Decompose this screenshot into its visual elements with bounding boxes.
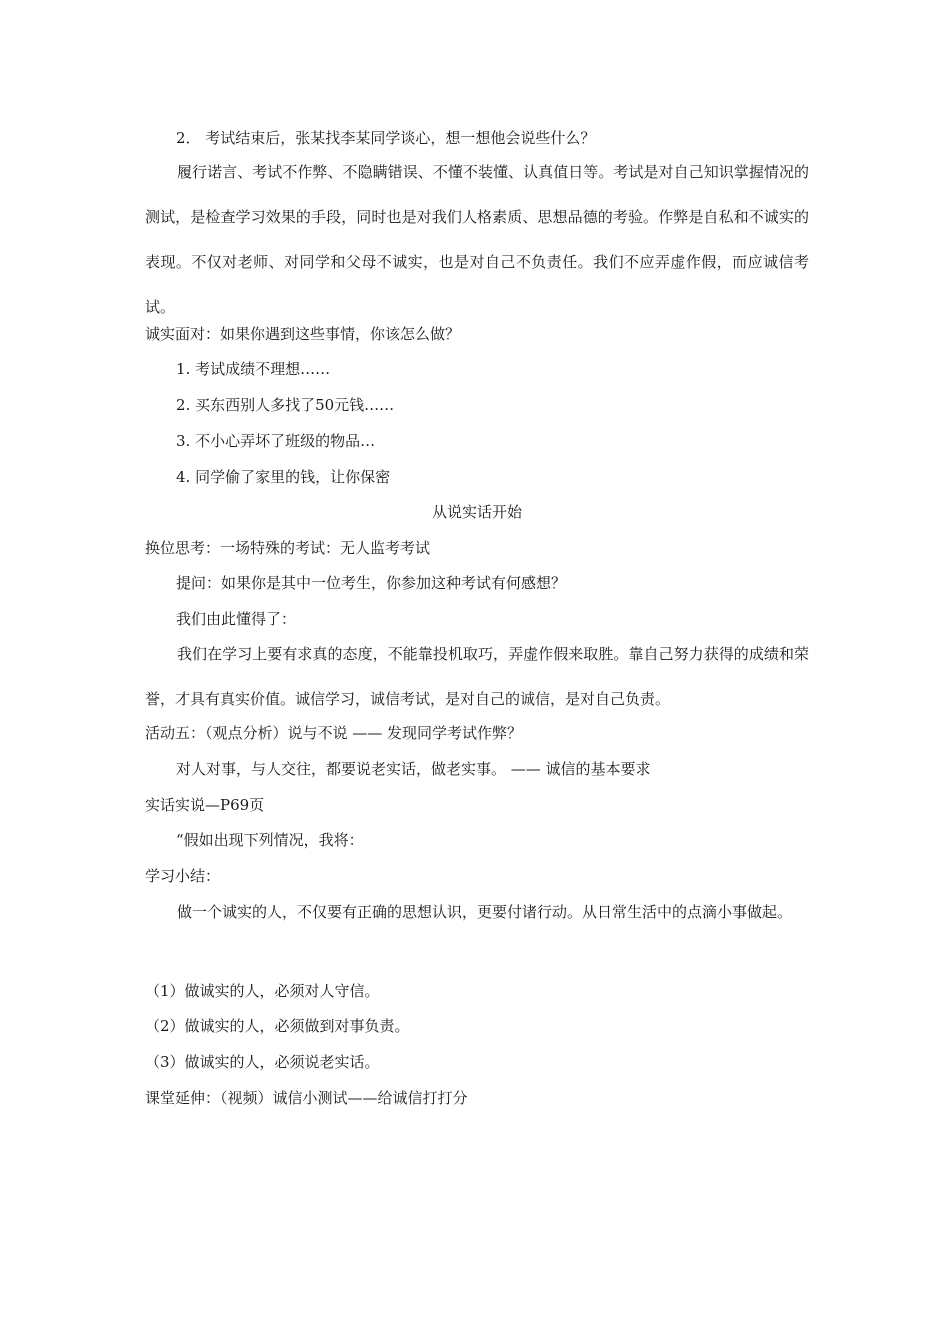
- section-title: 从说实话开始: [431, 503, 522, 521]
- question-text: 提问：如果你是其中一位考生，你参加这种考试有何感想？: [176, 574, 567, 592]
- list-item: 3. 不小心弄坏了班级的物品…: [176, 432, 376, 450]
- paragraph-summary: 做一个诚实的人，不仅要有正确的思想认识，更要付诸行动。从日常生活中的点滴小事做起。: [177, 903, 793, 921]
- page-reference: 实话实说—P69页: [145, 796, 265, 814]
- class-extension: 课堂延伸：（视频）诚信小测试——给诚信打打分: [145, 1089, 468, 1107]
- list-item: 2. 买东西别人多找了50元钱……: [176, 396, 395, 414]
- summary-item: （1）做诚实的人，必须对人守信。: [145, 982, 380, 1000]
- paragraph-exam-integrity: 履行诺言、考试不作弊、不隐瞒错误、不懂不装懂、认真值日等。考试是对自己知识掌握情况的测试，是检查学习效果的手段，同时也是对我们人格素质、思想品德的考验。作弊是自私和不诚实的表现。不仅对老师、对同学和父母不诚实，也是对自己不负责任。我们不应弄虚作假，而应诚信考试。: [145, 163, 809, 316]
- summary-item: （3）做诚实的人，必须说老实话。: [145, 1053, 380, 1071]
- question-2: 2． 考试结束后，张某找李某同学谈心，想一想他会说些什么？: [176, 129, 596, 147]
- basic-requirement-text: 对人对事，与人交往，都要说老实话，做老实事。 —— 诚信的基本要求: [176, 760, 651, 778]
- face-honestly-heading: 诚实面对：如果你遇到这些事情，你该怎么做？: [145, 325, 461, 343]
- list-item: 1. 考试成绩不理想……: [176, 360, 331, 378]
- assumption-text: “假如出现下列情况，我将：: [176, 831, 364, 849]
- learned-text: 我们由此懂得了：: [176, 610, 297, 628]
- summary-item: （2）做诚实的人，必须做到对事负责。: [145, 1017, 410, 1035]
- paragraph-honest-study: 我们在学习上要有求真的态度，不能靠投机取巧，弄虚作假来取胜。靠自己努力获得的成绩和荣誉，才具有真实价值。诚信学习，诚信考试，是对自己的诚信，是对自己负责。: [145, 645, 809, 708]
- activity-five-heading: 活动五：（观点分析）说与不说 —— 发现同学考试作弊？: [145, 724, 523, 742]
- perspective-heading: 换位思考：一场特殊的考试：无人监考考试: [145, 539, 431, 557]
- summary-heading: 学习小结：: [145, 867, 221, 885]
- list-item: 4. 同学偷了家里的钱，让你保密: [176, 468, 391, 486]
